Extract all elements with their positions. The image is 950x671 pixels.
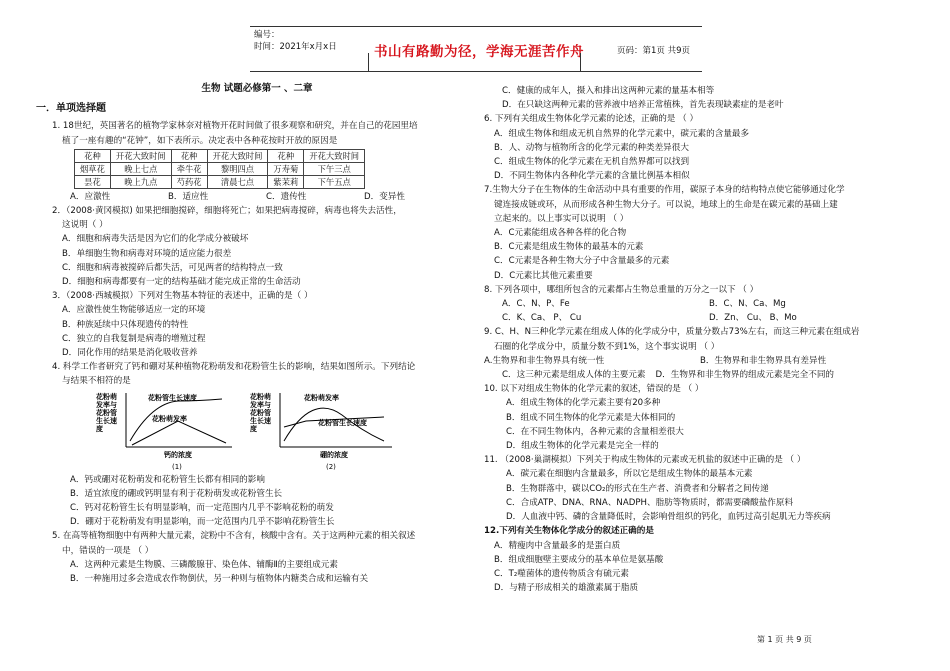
option: B．生物群落中，碳以CO₂的形式在生产者、消费者和分解者之间传递 [506, 483, 769, 494]
question-text: 石圈的化学成分中，质量分数不到1%，这个事实说明 （ ） [494, 341, 720, 352]
figure-1 [95, 392, 232, 471]
option: A.生物界和非生物界具有统一性 [484, 355, 605, 366]
q4-figures [52, 391, 462, 471]
option-row [484, 368, 916, 382]
option: C．这三种元素是组成人体的主要元素 [502, 370, 646, 381]
option: C．C元素是各种生物大分子中含量最多的元素 [494, 256, 670, 267]
y-axis-label-line: 发率与 [96, 400, 117, 409]
question-text: 2．（2008·黄冈模拟) 如果把细胞搅碎，细胞将死亡；如果把病毒搅碎，病毒也将失去活性， [52, 206, 402, 217]
header-divider [580, 53, 581, 71]
option-row [52, 190, 462, 204]
option: D．不同生物体内各种化学元素的含量比例基本相似 [494, 171, 690, 182]
table-cell: 昙花 [75, 175, 111, 188]
header-time: 时间：2021年x月x日 [254, 42, 337, 52]
header-motto: 书山有路勤为径，学海无涯苦作舟 [374, 44, 584, 60]
option: B．组成细胞壁主要成分的基本单位是氨基酸 [494, 554, 664, 565]
figure-number: (2) [326, 462, 336, 471]
curve-1-label: 花粉萌发率 [304, 393, 339, 402]
table-cell: 下午五点 [304, 175, 365, 188]
question-text: 6. 下列有关组成生物体化学元素的论述，正确的是 （ ） [484, 114, 699, 125]
table-cell: 清晨七点 [207, 175, 268, 188]
table-header-cell: 花种 [171, 149, 207, 162]
question-1 [52, 119, 462, 204]
option: A．钙或硼对花粉萌发和花粉管生长都有相同的影响 [70, 474, 265, 485]
x-axis-label: 硼的浓度 [320, 450, 348, 459]
question-text: 1. 18世纪，英国著名的植物学家林奈对植物开花时间做了很多观察和研究，并在自己的花园里培 [52, 121, 418, 132]
option: D．与精子形成相关的雄激素属于脂质 [494, 583, 639, 594]
header-divider [368, 53, 369, 71]
left-column [36, 82, 462, 586]
table-cell: 黎明四点 [207, 162, 268, 175]
option: B．人、动物与植物所含的化学元素的种类差异很大 [494, 142, 689, 153]
question-5 [52, 529, 462, 586]
figure-2 [249, 392, 392, 471]
table-cell: 牵牛花 [171, 162, 207, 175]
option: C．健康的成年人，摄入和排出这两种元素的量基本相等 [502, 86, 715, 96]
header-number: 编号： [254, 30, 280, 40]
option: C．K、Ca、 P、 Cu [502, 313, 582, 324]
table-cell: 晚上九点 [110, 175, 171, 188]
question-4 [52, 360, 462, 529]
option: A．精瘦肉中含量最多的是蛋白质 [494, 540, 621, 551]
y-axis-label-line: 花粉管 [96, 408, 117, 417]
question-9 [484, 325, 916, 382]
option: B．一种施用过多会造成农作物倒伏，另一种则与植物体内糖类合成和运输有关 [70, 574, 369, 585]
header-page-info: 页码：第1页 共9页 [616, 46, 690, 56]
x-axis-label: 钙的浓度 [164, 450, 192, 459]
option: C．细胞和病毒被搅碎后都失活，可见两者的结构特点一致 [62, 262, 283, 273]
option: D．Zn、 Cu、 B、Mo [709, 313, 797, 324]
question-text: 5. 在高等植物细胞中有两种大量元素，淀粉中不含有，核酸中含有。关于这两种元素的相关叙述 [52, 531, 416, 542]
table-header-cell: 花种 [268, 149, 304, 162]
option: D．硼对于花粉萌发有明显影响，而一定范围内几乎不影响花粉管生长 [70, 517, 335, 528]
option: C．钙对花粉管生长有明显影响，而一定范围内几乎不影响花粉的萌发 [70, 503, 334, 514]
curve-1-label: 花粉管生长速度 [148, 393, 197, 402]
curve-2 [132, 421, 226, 445]
table-cell: 万寿菊 [268, 162, 304, 175]
question-7 [484, 183, 916, 282]
option: B．适宜浓度的硼或钙明显有利于花粉萌发或花粉管生长 [70, 488, 283, 499]
question-11 [484, 453, 916, 524]
y-axis-label-line: 生长速 [250, 416, 271, 425]
option: C．独立的自我复制是病毒的增殖过程 [62, 333, 206, 344]
option: A．细胞和病毒失活是因为它们的化学成分被破坏 [62, 234, 249, 245]
option: D．在只缺这两种元素的营养液中培养正常植株，首先表现缺素症的是老叶 [502, 100, 784, 111]
option: D．生物界和非生物界的组成元素是完全不同的 [655, 370, 835, 381]
page-header [250, 26, 702, 72]
option: A．应激性 [70, 191, 111, 202]
table-row [75, 162, 365, 175]
table-row [75, 149, 365, 162]
option: A．组成生物体和组成无机自然界的化学元素中，碳元素的含量最多 [494, 128, 750, 139]
q4-figure-svg [92, 391, 422, 471]
option: C．在不同生物体内，各种元素的含量相差很大 [506, 426, 684, 437]
question-text: 与结果不相符的是 [62, 376, 131, 387]
option: D．变异性 [364, 191, 405, 202]
header-meta [254, 29, 337, 53]
table-cell: 晚上七点 [110, 162, 171, 175]
question-3 [52, 289, 462, 360]
question-text: 7.生物大分子在生物体的生命活动中具有重要的作用，碳原子本身的结构特点使它能够通过化学 [484, 185, 845, 196]
option: C．合成ATP、DNA、RNA、NADPH、脂肪等物质时，都需要磷酸盐作原料 [506, 497, 794, 508]
option: C．T₂噬菌体的遗传物质含有硫元素 [494, 568, 630, 579]
document-title: 生物 试题必修第一 、二章 [201, 83, 313, 94]
question-text: 植了一座有趣的“花钟”，如下表所示。决定表中各种花按时开放的原因是 [62, 135, 338, 146]
question-text: 4. 科学工作者研究了钙和硼对某种植物花粉萌发和花粉管生长的影响，结果如图所示。下列结论 [52, 362, 416, 373]
option: B．适应性 [168, 191, 209, 202]
y-axis-label [95, 392, 119, 433]
question-text: 8. 下列各项中，哪组所包含的元素都占生物总重量的万分之一以下 （ ） [484, 284, 759, 295]
page-footer: 第 1 页 共 9 页 [757, 635, 812, 644]
option: D．细胞和病毒都要有一定的结构基础才能完成正常的生命活动 [62, 277, 301, 288]
option: D．同化作用的结果是消化吸收营养 [62, 348, 198, 359]
option: A．组成生物体的化学元素主要有20多种 [506, 398, 661, 409]
question-text: 立起来的。以上事实可以说明 （ ） [494, 213, 629, 224]
flower-clock-table [74, 149, 365, 189]
question-text: 中，错误的一项是 （ ） [62, 545, 154, 556]
table-row [75, 175, 365, 188]
option: A．C、N、P、Fe [502, 299, 570, 310]
option: C．遗传性 [266, 191, 307, 202]
option: B．C元素是组成生物体的最基本的元素 [494, 242, 644, 253]
table-cell: 芍药花 [171, 175, 207, 188]
table-cell: 紫茉莉 [268, 175, 304, 188]
table-header-cell: 开花大致时间 [207, 149, 268, 162]
y-axis-label-line: 生长速 [96, 416, 117, 425]
option: B．种族延续中只体现遗传的特性 [62, 319, 189, 330]
question-8 [484, 283, 916, 326]
table-cell: 下午三点 [304, 162, 365, 175]
table-cell: 烟草花 [75, 162, 111, 175]
question-text: 这说明（ ） [62, 220, 108, 231]
option: D．组成生物体的化学元素是完全一样的 [506, 441, 659, 452]
table-header-cell: 开花大致时间 [110, 149, 171, 162]
option-row [484, 297, 916, 311]
table-header-cell: 花种 [75, 149, 111, 162]
option: B．生物界和非生物界具有差异性 [700, 355, 827, 366]
option: A．这两种元素是生物膜、三磷酸腺苷、染色体、辅酶Ⅱ的主要组成元素 [70, 559, 338, 570]
question-text: 11. （2008·巢湖模拟）下列关于构成生物体的元素或无机盐的叙述中正确的是 （ ） [484, 455, 806, 466]
option: D．人血液中钙、磷的含量降低时，会影响骨组织的钙化，血钙过高引起肌无力等疾病 [506, 512, 831, 523]
question-text: 9. C、H、N三种化学元素在组成人体的化学成分中，质量分数占73%左右，而这三种元素在组成岩 [484, 327, 860, 338]
option: B．组成不同生物体的化学元素是大体相同的 [506, 412, 676, 423]
question-text: 键连接成链或环，从而形成各种生物大分子。可以说，地球上的生命是在碳元素的基础上建 [494, 199, 838, 210]
curve-2-label: 花粉管生长速度 [318, 418, 367, 427]
y-axis-label [249, 392, 273, 433]
y-axis-label-line: 度 [250, 424, 257, 433]
option-row [484, 354, 916, 368]
option: B．单细胞生物和病毒对环境的适应能力很差 [62, 248, 232, 259]
y-axis-label-line: 度 [96, 424, 103, 433]
question-10 [484, 382, 916, 453]
option: C．组成生物体的化学元素在无机自然界都可以找到 [494, 157, 690, 168]
option: A．碳元素在细胞内含量最多，所以它是组成生物体的最基本元素 [506, 469, 753, 480]
question-6 [484, 112, 916, 183]
question-text: 10. 以下对组成生物体的化学元素的叙述，错误的是 （ ） [484, 384, 704, 395]
figure-number: (1) [172, 462, 182, 471]
section-heading: 一．单项选择题 [36, 103, 106, 115]
option: A．C元素能组成各种各样的化合物 [494, 228, 627, 239]
question-text: 3．（2008·西城模拟）下列对生物基本特征的表述中，正确的是（ ） [52, 291, 313, 302]
question-2 [52, 204, 462, 289]
y-axis-label-line: 花粉管 [250, 408, 271, 417]
right-column [484, 84, 916, 595]
option-row [484, 311, 916, 325]
y-axis-label-line: 花粉萌 [250, 392, 271, 401]
option: A．应激性使生物能够适应一定的环境 [62, 305, 206, 316]
y-axis-label-line: 花粉萌 [96, 392, 117, 401]
question-text: 12.下列有关生物体化学成分的叙述正确的是 [484, 526, 654, 537]
y-axis-label-line: 发率与 [250, 400, 271, 409]
table-header-cell: 开花大致时间 [304, 149, 365, 162]
option: B．C、N、Ca、Mg [709, 299, 786, 310]
curve-2-label: 花粉萌发率 [152, 414, 187, 423]
question-12 [484, 524, 916, 595]
option: D．C元素比其他元素重要 [494, 270, 593, 281]
